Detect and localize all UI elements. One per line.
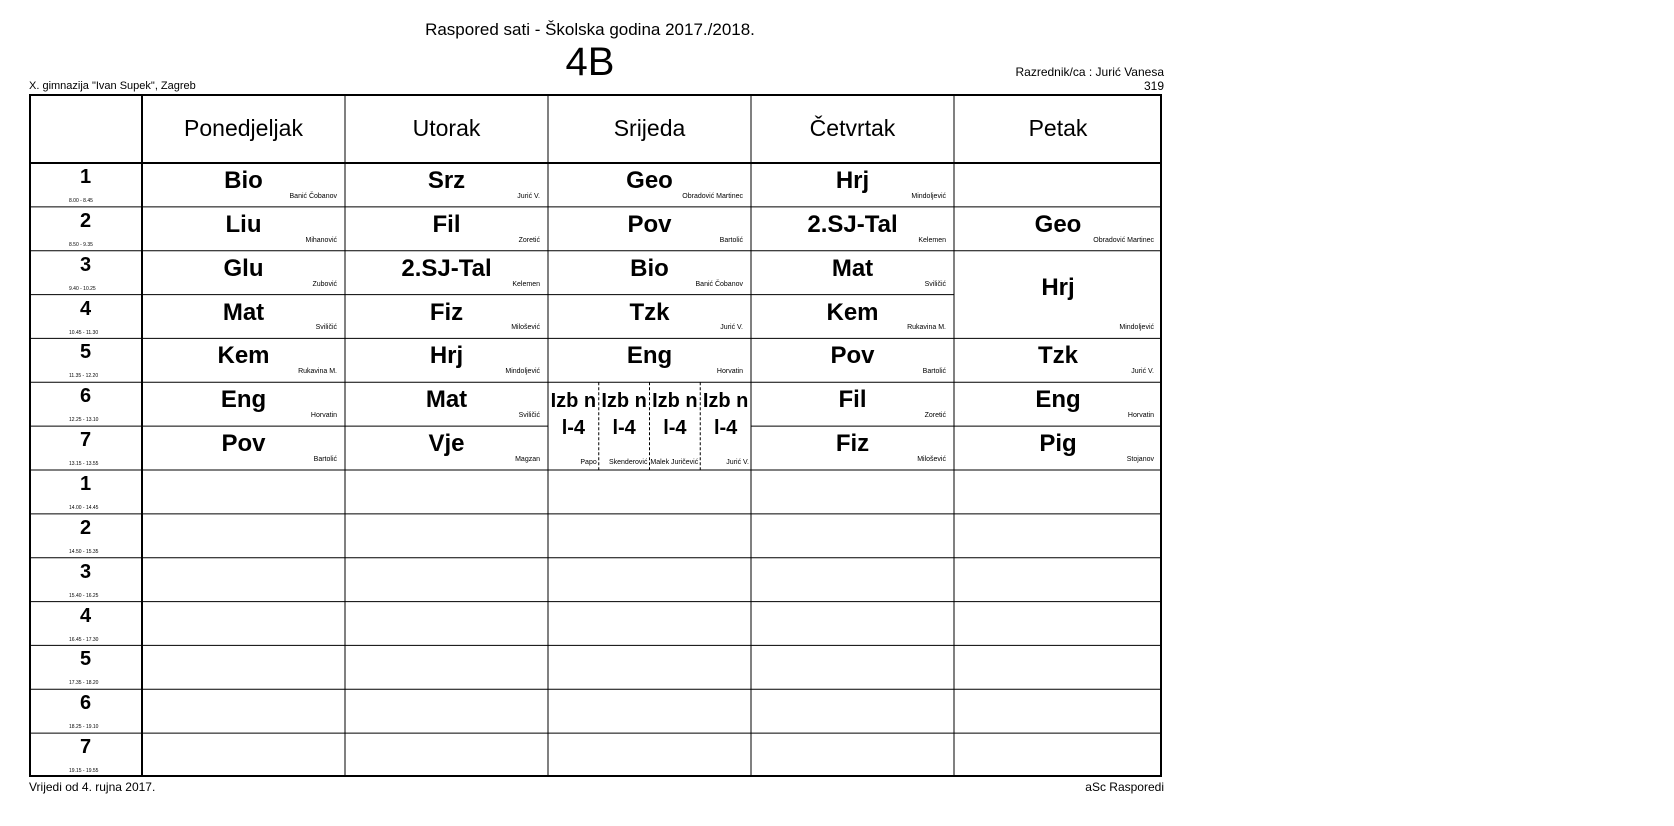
lesson-subject: Srz: [427, 167, 466, 194]
lesson-subject: Pov: [830, 342, 875, 370]
lesson-cell: [751, 426, 954, 470]
lesson-cell: [751, 382, 954, 426]
lesson-cell: [345, 163, 548, 207]
lesson-cell: [345, 382, 548, 426]
lesson-subject: Vje: [428, 430, 465, 458]
lesson-teacher: Zoretić: [518, 236, 540, 244]
lesson-cell: [548, 163, 751, 207]
class-teacher: Razrednik/ca : Jurić Vanesa: [1015, 65, 1164, 79]
class-teacher-block: [930, 65, 1164, 93]
lesson-teacher: Mindoljević: [505, 368, 540, 376]
lesson-cell: [954, 426, 1162, 470]
lesson-subject: Pov: [627, 210, 672, 238]
lesson-cell: [345, 338, 548, 382]
group-lesson-subject: Izb nl-4: [652, 390, 698, 440]
lesson-subject: Mat: [425, 386, 468, 414]
group-lesson-cell: [650, 382, 701, 470]
school-name: X. gimnazija "Ivan Supek", Zagreb: [29, 80, 196, 92]
lesson-teacher: Zoretić: [924, 412, 946, 420]
period-time: 8.00 - 8.45: [69, 198, 93, 204]
lesson-cell: [548, 295, 751, 339]
lesson-teacher: Jurić V.: [517, 192, 540, 200]
lesson-subject: Fil: [838, 386, 867, 414]
day-header: Ponedjeljak: [184, 115, 303, 141]
period-number: 4: [79, 604, 92, 627]
group-lesson-teacher: Papo: [580, 458, 597, 466]
period-number: 5: [79, 648, 92, 671]
period-number: 7: [79, 736, 92, 759]
group-lesson-subject: Izb nl-4: [550, 390, 597, 440]
lesson-cell: [548, 251, 751, 295]
lesson-cell: [954, 207, 1162, 251]
lesson-teacher: Jurić V.: [720, 324, 743, 332]
lesson-teacher: Kelemen: [512, 280, 540, 288]
lesson-teacher: Sviličić: [518, 412, 540, 420]
lesson-teacher: Kelemen: [918, 236, 946, 244]
day-header: Utorak: [412, 115, 481, 141]
lesson-subject: Eng: [1035, 386, 1081, 414]
lesson-subject: Tzk: [629, 298, 670, 326]
lesson-teacher: Mindoljević: [911, 192, 946, 200]
lesson-teacher: Magzan: [515, 455, 540, 463]
lesson-teacher: Jurić V.: [1131, 368, 1154, 376]
period-time: 17.35 - 18.20: [69, 680, 99, 687]
lesson-teacher: Bartolić: [719, 236, 743, 244]
period-time: 9.40 - 10.25: [69, 285, 96, 292]
day-header: Petak: [1028, 115, 1088, 141]
lesson-cell: [142, 295, 345, 339]
group-lesson-teacher: Jurić V.: [726, 458, 749, 466]
timetable-grid: [29, 94, 1162, 777]
group-lesson-subject: Izb nl-4: [601, 390, 647, 440]
period-time: 8.50 - 9.35: [69, 241, 93, 248]
period-number: 2: [79, 209, 92, 232]
lesson-subject: Fil: [432, 210, 461, 238]
lesson-subject: Eng: [626, 342, 673, 370]
lesson-teacher: Milošević: [917, 455, 946, 463]
lesson-subject: 2.SJ-Tal: [807, 210, 898, 238]
lesson-cell: [345, 251, 548, 295]
lesson-cell: [345, 207, 548, 251]
lesson-cell: [751, 251, 954, 295]
period-time: 12.25 - 13.10: [69, 417, 99, 424]
period-time: 14.50 - 15.35: [69, 548, 99, 555]
period-number: 6: [79, 692, 92, 715]
lesson-subject: Geo: [626, 167, 673, 194]
lesson-cell: [142, 163, 345, 207]
lesson-cell: [345, 295, 548, 339]
period-number: 3: [79, 560, 92, 583]
lesson-subject: Kem: [826, 298, 879, 326]
lesson-teacher: Mindoljević: [1119, 324, 1154, 332]
lesson-teacher: Rukavina M.: [907, 324, 946, 332]
group-lesson-teacher: Malek Juričević: [650, 458, 699, 466]
lesson-subject: Liu: [225, 210, 262, 238]
lesson-teacher: Stojanov: [1126, 455, 1154, 463]
group-lesson-teacher: Skenderović: [608, 458, 648, 466]
lesson-teacher: Mihanović: [305, 236, 337, 244]
lesson-teacher: Zubović: [312, 280, 337, 288]
lesson-cell: [345, 426, 548, 470]
group-lesson-cell: [599, 382, 650, 470]
software-credit: aSc Rasporedi: [1085, 780, 1164, 794]
period-number: 2: [79, 516, 92, 539]
lesson-cell: [142, 426, 345, 470]
page-title: Raspored sati - Školska godina 2017./2018.: [425, 20, 755, 39]
class-name: 4B: [565, 40, 615, 84]
lesson-cell: [954, 382, 1162, 426]
lesson-cell: [142, 251, 345, 295]
period-time: 11.35 - 12.20: [69, 373, 99, 380]
lesson-teacher: Rukavina M.: [298, 368, 337, 376]
lesson-subject: Eng: [220, 386, 267, 414]
lesson-subject: Mat: [831, 254, 874, 282]
period-number: 4: [79, 297, 92, 320]
room-number: 319: [1143, 79, 1164, 93]
lesson-subject: Geo: [1034, 210, 1082, 238]
lesson-teacher: Obradović Martinec: [1093, 236, 1154, 244]
lesson-subject: Pov: [221, 430, 266, 458]
group-lesson-subject: Izb nl-4: [702, 390, 749, 440]
lesson-subject: Hrj: [429, 342, 464, 370]
period-number: 5: [79, 341, 92, 364]
period-time: 14.00 - 14.45: [69, 505, 99, 511]
period-time: 19.15 - 19.55: [69, 768, 99, 775]
lesson-teacher: Sviličić: [315, 324, 337, 332]
lesson-cell: [142, 338, 345, 382]
lesson-teacher: Horvatin: [716, 368, 743, 376]
period-time: 18.25 - 19.10: [69, 724, 99, 731]
period-time: 13.15 - 13.55: [69, 461, 99, 468]
lesson-teacher: Banić Čobanov: [289, 192, 337, 200]
group-lesson-cell: [548, 382, 599, 470]
lesson-cell: [751, 207, 954, 251]
lesson-subject: Bio: [630, 254, 669, 282]
lesson-teacher: Banić Čobanov: [695, 280, 743, 288]
lesson-teacher: Bartolić: [313, 455, 337, 463]
lesson-subject: Glu: [223, 254, 264, 282]
lesson-teacher: Horvatin: [1127, 412, 1154, 420]
lesson-subject: Tzk: [1037, 342, 1078, 370]
lesson-cell: [954, 251, 1162, 339]
lesson-cell: [548, 207, 751, 251]
lesson-subject: Mat: [222, 298, 265, 326]
period-number: 6: [79, 385, 92, 408]
lesson-subject: Pig: [1039, 430, 1077, 458]
day-header: Srijeda: [613, 115, 686, 141]
period-number: 1: [79, 473, 92, 495]
lesson-subject: Hrj: [1041, 273, 1075, 301]
day-header: Četvrtak: [809, 115, 896, 141]
lesson-cell: [548, 338, 751, 382]
lesson-subject: Hrj: [835, 167, 870, 194]
lesson-cell: [954, 338, 1162, 382]
lesson-cell: [751, 295, 954, 339]
period-time: 10.45 - 11.30: [69, 329, 99, 336]
lesson-teacher: Bartolić: [922, 368, 946, 376]
period-time: 16.45 - 17.30: [69, 636, 99, 643]
period-number: 7: [79, 429, 92, 452]
lesson-subject: Fiz: [835, 430, 870, 458]
period-number: 3: [79, 253, 92, 276]
valid-from: Vrijedi od 4. rujna 2017.: [29, 780, 156, 794]
lesson-teacher: Milošević: [511, 324, 540, 332]
lesson-subject: Bio: [224, 167, 263, 194]
group-lesson-cell: [700, 382, 751, 470]
lesson-subject: Kem: [217, 342, 270, 370]
period-number: 1: [79, 166, 92, 188]
lesson-cell: [751, 163, 954, 207]
lesson-teacher: Sviličić: [924, 280, 946, 288]
lesson-subject: 2.SJ-Tal: [401, 254, 492, 282]
lesson-teacher: Obradović Martinec: [682, 192, 743, 200]
period-time: 15.40 - 16.25: [69, 592, 99, 599]
lesson-cell: [142, 382, 345, 426]
lesson-cell: [751, 338, 954, 382]
lesson-cell: [142, 207, 345, 251]
lesson-subject: Fiz: [429, 298, 464, 326]
lesson-teacher: Horvatin: [310, 412, 337, 420]
